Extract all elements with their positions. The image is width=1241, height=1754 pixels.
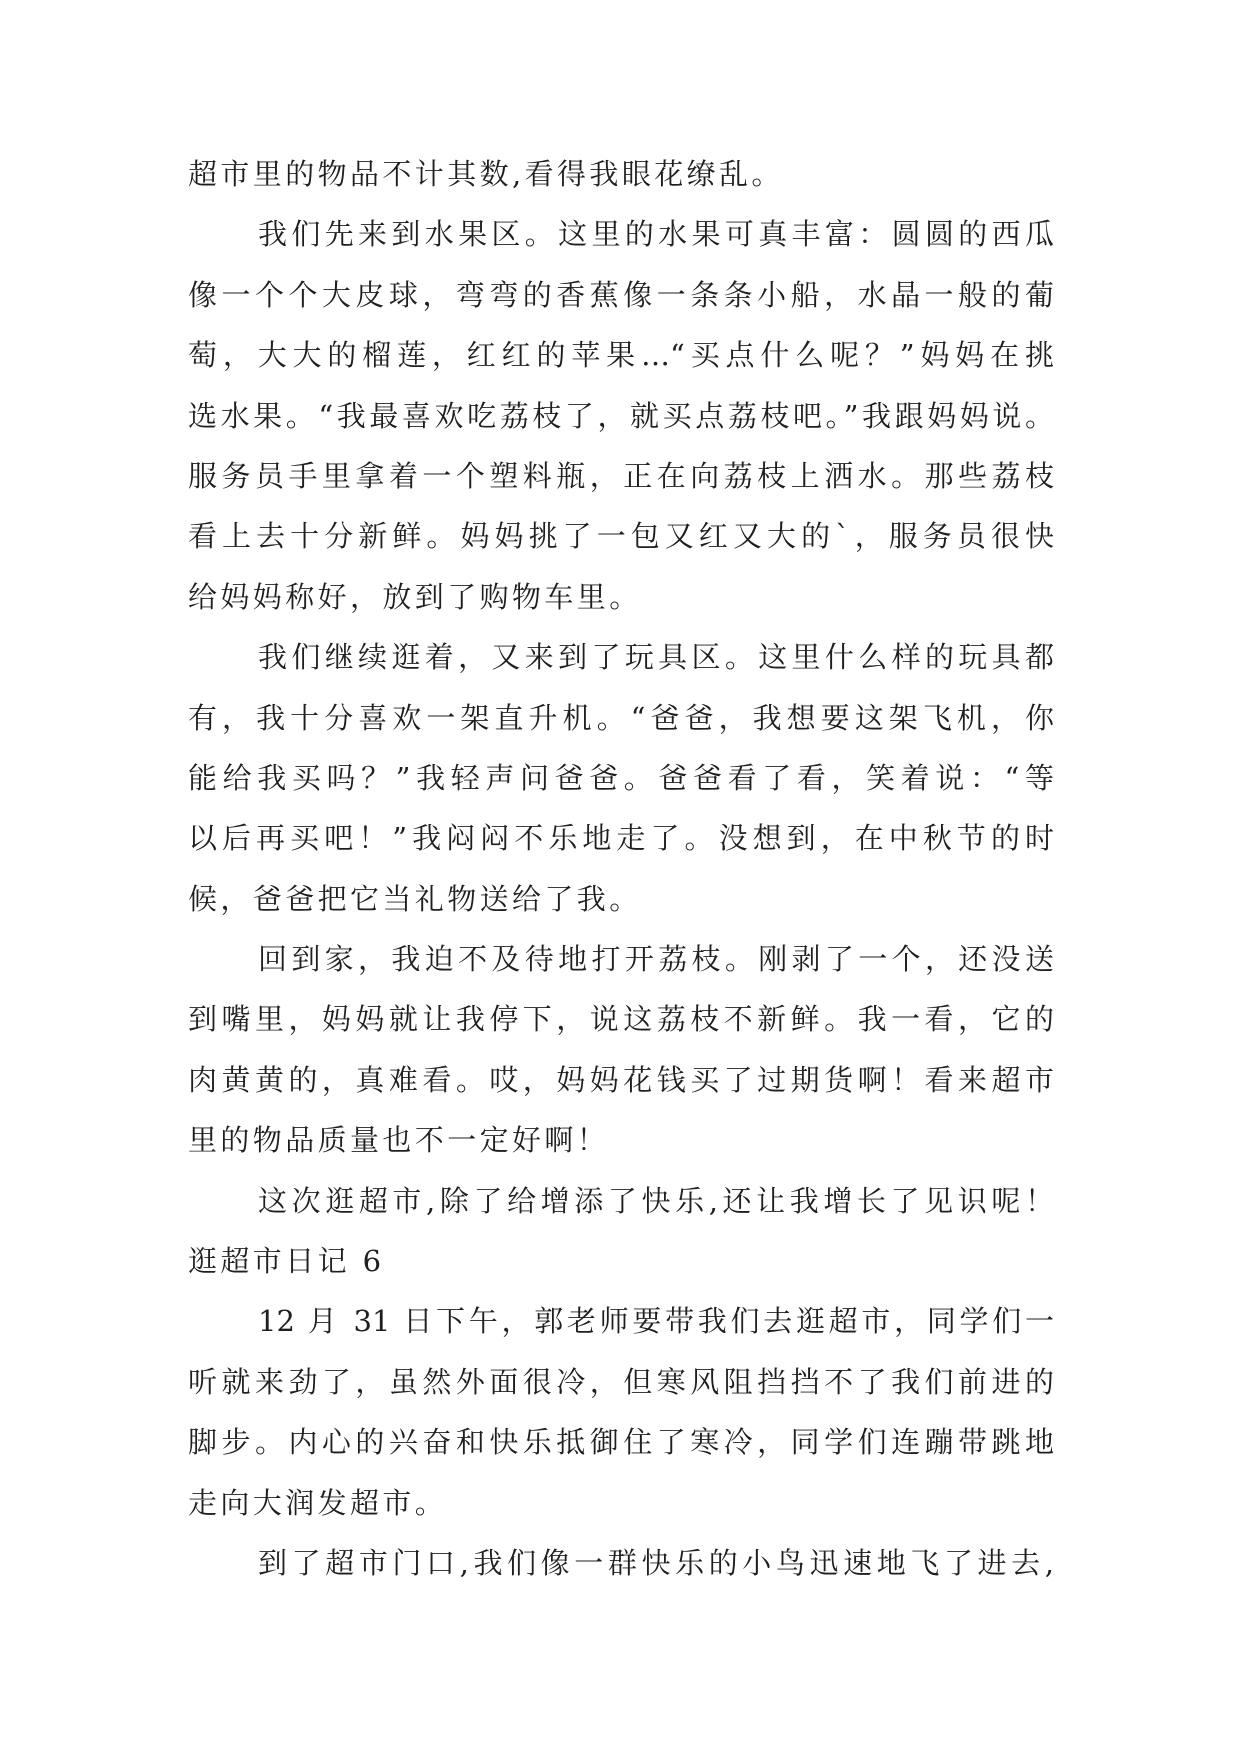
text-line: 肉黄黄的，真难看。哎，妈妈花钱买了过期货啊！看来超市 <box>188 1062 1054 1097</box>
text-line: 萄，大大的榴莲，红红的苹果…“买点什么呢？”妈妈在挑 <box>188 338 1054 373</box>
text-line: 有，我十分喜欢一架直升机。“爸爸，我想要这架飞机，你 <box>188 700 1054 735</box>
text-line: 候，爸爸把它当礼物送给了我。 <box>188 881 642 916</box>
text-line: 服务员手里拿着一个塑料瓶，正在向荔枝上洒水。那些荔枝 <box>188 458 1054 493</box>
text-line: 走向大润发超市。 <box>188 1485 448 1520</box>
text-line: 脚步。内心的兴奋和快乐抵御住了寒冷，同学们连蹦带跳地 <box>188 1425 1054 1460</box>
text-line: 看上去十分新鲜。妈妈挑了一包又红又大的`，服务员很快 <box>188 519 1054 554</box>
text-line: 以后再买吧！”我闷闷不乐地走了。没想到，在中秋节的时 <box>188 821 1054 856</box>
text-line: 我们继续逛着，又来到了玩具区。这里什么样的玩具都 <box>258 640 1054 675</box>
document-body <box>188 144 1054 1593</box>
text-line: 我们先来到水果区。这里的水果可真丰富：圆圆的西瓜 <box>258 217 1054 252</box>
text-line: 超市里的物品不计其数,看得我眼花缭乱。 <box>188 157 784 191</box>
text-line: 给妈妈称好，放到了购物车里。 <box>188 579 642 614</box>
section-heading: 逛超市日记 6 <box>188 1244 385 1279</box>
text-line: 选水果。“我最喜欢吃荔枝了，就买点荔枝吧。”我跟妈妈说。 <box>188 398 1054 433</box>
text-line: 能给我买吗？”我轻声问爸爸。爸爸看了看，笑着说：“等 <box>188 760 1054 795</box>
text-line: 这次逛超市,除了给增添了快乐,还让我增长了见识呢！ <box>258 1183 1054 1218</box>
text-line: 回到家，我迫不及待地打开荔枝。刚剥了一个，还没送 <box>258 942 1054 977</box>
text-line: 到嘴里，妈妈就让我停下，说这荔枝不新鲜。我一看，它的 <box>188 1002 1054 1037</box>
text-line: 像一个个大皮球，弯弯的香蕉像一条条小船，水晶一般的葡 <box>188 277 1054 312</box>
text-line: 到了超市门口,我们像一群快乐的小鸟迅速地飞了进去, <box>258 1545 1054 1580</box>
text-line: 12 月 31 日下午，郭老师要带我们去逛超市，同学们一 <box>258 1304 1054 1339</box>
text-line: 里的物品质量也不一定好啊！ <box>188 1123 610 1158</box>
text-line: 听就来劲了，虽然外面很冷，但寒风阻挡挡不了我们前进的 <box>188 1364 1054 1399</box>
